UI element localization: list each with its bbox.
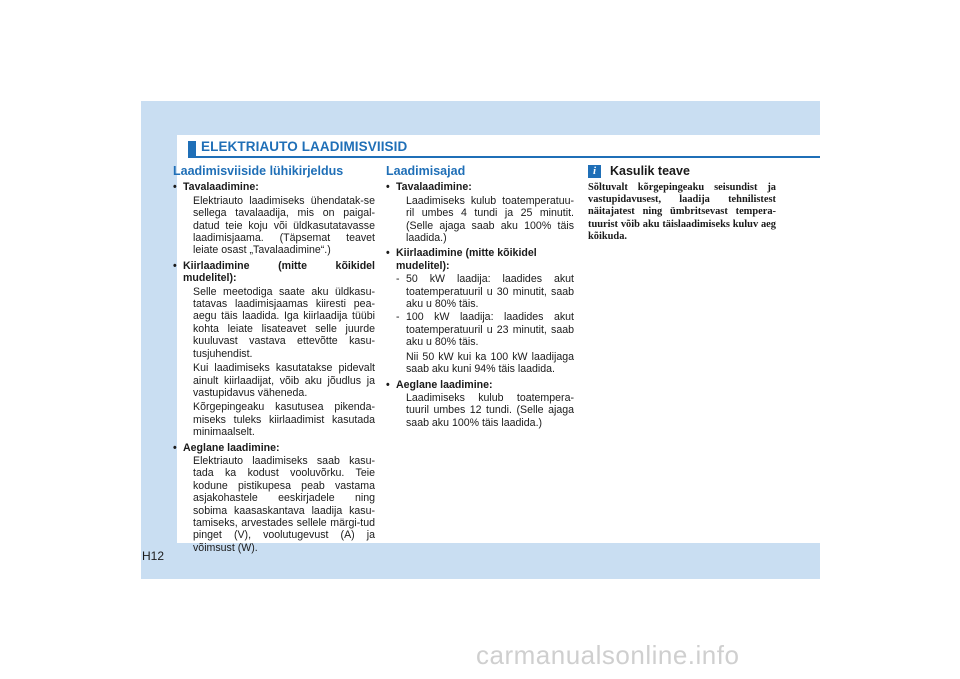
list-item [386,247,574,375]
item-paragraph: Elektriauto laadimiseks ühendatak-se sellega tavalaadija, mis on paigal-datud teie koju või üldkasutatavasse laadimisjaama. (Täpsemat teavet leiate osast „Tavalaadimine“.) [193,194,375,257]
item-paragraph: Laadimiseks kulub toatemperatuu-ril umbes 4 tundi ja 25 minutit. (Selle ajaga saab aku 100% täis laadida.) [406,194,574,245]
item-title: Aeglane laadimine: [183,441,280,454]
info-box [588,165,776,243]
dash-item: - 50 kW laadija: laadides akut toatemperatuuril u 30 minutit, saab aku u 80% täis. [396,273,574,311]
page-frame [141,101,820,579]
header-accent-bar [188,141,196,156]
bullet: • [173,181,177,194]
info-icon: i [588,165,601,178]
overview-heading: Laadimisviiside lühikirjeldus [173,164,344,178]
item-paragraph: Kui laadimiseks kasutatakse pidevalt ainult kiirlaadijat, võib aku jõudlus ja vastupidavus väheneda. [193,362,375,399]
info-title: Kasulik teave [610,164,690,179]
list-item [173,181,375,256]
bullet: • [386,247,390,260]
bullet: • [386,181,390,194]
list-item [386,181,574,244]
item-title: Kiirlaadimine (mitte kõikidel mudelitel): [183,259,375,285]
column-charging-overview [173,165,375,557]
item-title: Kiirlaadimine (mitte kõikidel mudelitel): [396,247,537,272]
list-item [173,260,375,439]
page-number: H12 [142,549,165,563]
times-heading: Laadimisajad [386,164,466,178]
item-paragraph: Kõrgepingeaku kasutusea pikenda-miseks tuleks kiirlaadimist kasutada minimaalselt. [193,401,375,439]
list-item [173,442,375,555]
bullet: • [173,259,177,272]
item-paragraph: Selle meetodiga saate aku üldkasu-tatavas laadimisjaamas kiiresti pea-aegu täis laadida. Iga kiirlaadija tüübi kohta leiate lisateavet selle juurde kuuluvast vastava ettevõtte kasu-tusjuhendist. [193,285,375,360]
bullet: • [386,378,390,391]
column-charging-times [386,165,574,432]
item-paragraph: Elektriauto laadimiseks saab kasu-tada ka kodust vooluvõrku. Teie kodune pistikupesa peab vastama asjakohastele eeskirjadele ning sobima kaasaskantava laadija kasu-tamiseks, arvestades sellele märgi-tud pinget (V), voolutugevust (A) ja võimsust (W). [193,454,375,554]
header-rule [188,156,820,158]
bullet: • [173,441,177,454]
section-title: ELEKTRIAUTO LAADIMISVIISID [201,139,408,154]
item-paragraph: Laadimiseks kulub toatempera-tuuril umbes 12 tundi. (Selle ajaga saab aku 100% täis laadida.) [406,391,574,429]
info-body: Sõltuvalt kõrgepingeaku seisundist ja vastupidavusest, laadija tehnilistest näitajatest ning ümbritsevast tempera-tuurist võib aku täislaadimiseks kuluv aeg kõikuda. [588,182,776,242]
info-header [588,165,776,178]
list-item [386,379,574,430]
item-note: Nii 50 kW kui ka 100 kW laadijaga saab aku kuni 94% täis laadida. [406,350,574,376]
item-title: Tavalaadimine: [183,181,259,194]
dash-item: - 100 kW laadija: laadides akut toatemperatuuril u 23 minutit, saab aku u 80% täis. [396,311,574,349]
item-title: Tavalaadimine: [396,181,472,194]
item-title: Aeglane laadimine: [396,378,493,391]
watermark: carmanualsonline.info [476,640,740,670]
